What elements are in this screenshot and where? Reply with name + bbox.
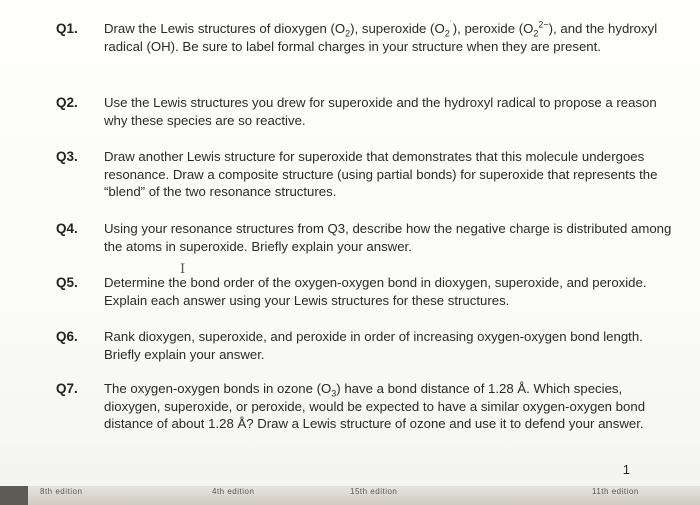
- question-text: Determine the bond order of the oxygen-oxygen bond in dioxygen, superoxide, and peroxide. Explain each answer using your Lewis structures for these structures.: [104, 275, 647, 308]
- question-1: [56, 20, 676, 55]
- question-text: Draw the Lewis structures of dioxygen $(O_2)$, superoxide $(O_2^˙)$, peroxide $(O_2^{2-})$, and the hydroxyl radical (OH). Be sure to label formal charges in your structure when they are present.: [104, 19, 658, 54]
- question-number: Q6.: [56, 329, 78, 344]
- question-number: Q2.: [56, 95, 78, 110]
- question-number: Q1.: [56, 21, 78, 36]
- book-spines-strip: [0, 486, 700, 505]
- question-text: Use the Lewis structures you drew for superoxide and the hydroxyl radical to propose a reason why these species are so reactive.: [104, 95, 657, 128]
- spine-label: 11th edition: [592, 487, 639, 496]
- question-3: [56, 148, 676, 201]
- text-cursor-icon: I: [180, 262, 186, 277]
- spine-label: 4th edition: [212, 487, 255, 496]
- question-number: Q7.: [56, 381, 78, 396]
- question-text: Rank dioxygen, superoxide, and peroxide in order of increasing oxygen-oxygen bond length. Briefly explain your answer.: [104, 329, 643, 362]
- question-4: [56, 220, 676, 255]
- question-number: Q4.: [56, 221, 78, 236]
- question-5: [56, 274, 676, 309]
- question-number: Q3.: [56, 149, 78, 164]
- question-text: Using your resonance structures from Q3, describe how the negative charge is distributed among the atoms in superoxide. Briefly explain your answer.: [104, 221, 672, 254]
- question-2: [56, 94, 676, 129]
- spine-shadow: [0, 486, 28, 505]
- spine-label: 8th edition: [40, 487, 83, 496]
- question-7: [56, 380, 676, 433]
- question-6: [56, 328, 676, 363]
- question-text: Draw another Lewis structure for superoxide that demonstrates that this molecule undergoes resonance. Draw a composite structure (using partial bonds) for superoxide that represents the “blend” of the two resonance structures.: [104, 149, 658, 199]
- question-text: The oxygen-oxygen bonds in ozone $(O_3)$ have a bond distance of 1.28 Å. Which species, dioxygen, superoxide, or peroxide, would be expected to have a similar oxygen-oxygen bond distance of about 1.28 Å? Draw a Lewis structure of ozone and use it to defend your answer.: [104, 381, 646, 431]
- spine-label: 15th edition: [350, 487, 398, 496]
- question-number: Q5.: [56, 275, 78, 290]
- page-number: 1: [622, 462, 630, 477]
